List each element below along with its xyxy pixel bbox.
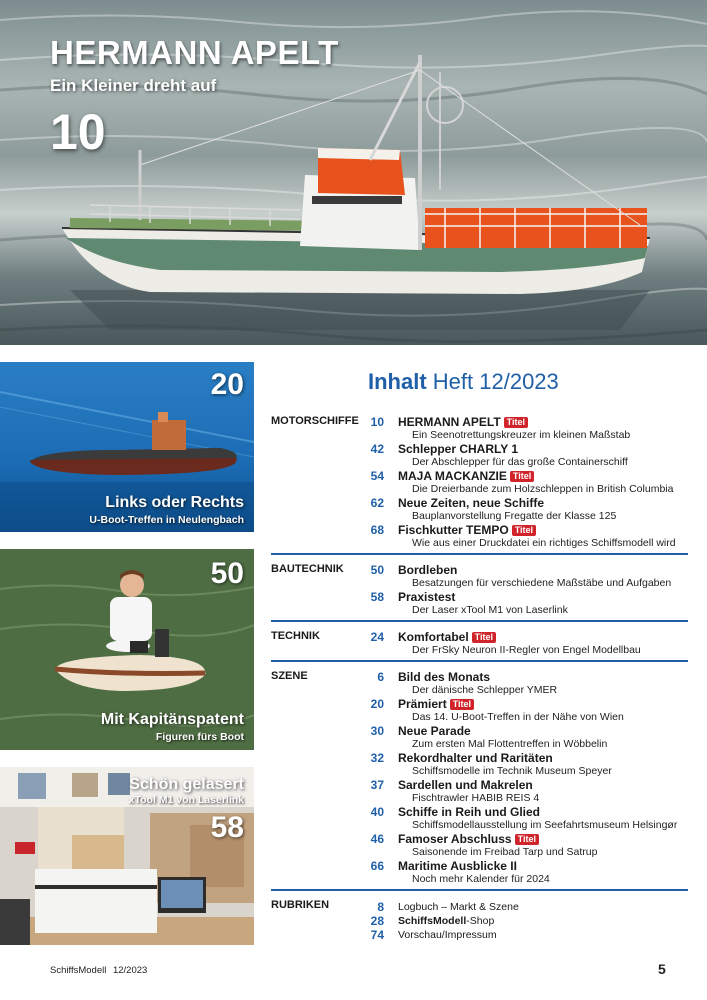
toc-entry[interactable]	[271, 723, 688, 750]
toc-entry[interactable]	[271, 495, 688, 522]
toc-entry[interactable]	[271, 468, 688, 495]
toc-entry-page: 28	[370, 914, 384, 928]
toc-entry[interactable]	[271, 589, 688, 616]
toc-entry-title: Bild des Monats	[398, 670, 491, 684]
toc-entry[interactable]	[271, 669, 688, 696]
toc-entry-title-row	[398, 669, 688, 684]
rubrik-text-plain: Logbuch – Markt & Szene	[398, 901, 519, 913]
toc-entry-title-row	[398, 414, 688, 429]
toc-entry-title: MAJA MACKANZIE	[398, 469, 507, 483]
title-badge: Titel	[450, 699, 474, 710]
teaser-title: Links oder Rechts	[105, 494, 244, 511]
toc-entry-description: Noch mehr Kalender für 2024	[412, 873, 550, 885]
title-badge: Titel	[510, 471, 534, 482]
toc-entry-title: Neue Zeiten, neue Schiffe	[398, 496, 545, 510]
toc-section	[271, 414, 688, 555]
rubrik-entry[interactable]	[271, 914, 688, 928]
toc-entry[interactable]	[271, 441, 688, 468]
toc-entry-description: Der Laser xTool M1 von Laserlink	[412, 604, 568, 616]
toc-entry-description: Schiffsmodellausstellung im Seefahrtsmuseum Helsingør	[412, 819, 678, 831]
teaser-subtitle: U-Boot-Treffen in Neulengbach	[89, 514, 244, 526]
toc-entry-page: 54	[370, 469, 384, 483]
teaser-laser[interactable]	[0, 767, 254, 945]
toc-section	[271, 669, 688, 891]
toc-entry-page: 37	[370, 778, 384, 792]
toc-entry-title-row	[398, 522, 688, 537]
toc-entry-title: HERMANN APELT	[398, 415, 501, 429]
toc-entry[interactable]	[271, 414, 688, 441]
toc-entry-title: Neue Parade	[398, 724, 471, 738]
teaser-subtitle: Figuren fürs Boot	[155, 731, 244, 743]
toc-entry-description: Besatzungen für verschiedene Maßstäbe und Aufgaben	[412, 577, 672, 589]
toc-heading-issue: Heft 12/2023	[432, 369, 559, 394]
rubrik-entry[interactable]	[271, 900, 688, 914]
toc-entry-title-row	[398, 750, 688, 765]
toc-heading-bold: Inhalt	[368, 369, 427, 394]
toc-entry-title: Praxistest	[398, 590, 456, 604]
toc-entry-title-row	[398, 723, 688, 738]
rubrik-text	[398, 900, 688, 914]
toc-entry-description: Der dänische Schlepper YMER	[412, 684, 558, 696]
toc-entry-description: Bauplanvorstellung Fregatte der Klasse 125	[412, 510, 617, 522]
toc-entry-description: Das 14. U-Boot-Treffen in der Nähe von Wien	[412, 711, 624, 723]
toc-entry-description: Ein Seenotrettungskreuzer im kleinen Maßstab	[412, 429, 631, 441]
table-of-contents	[271, 414, 688, 953]
footer-issue: 12/2023	[112, 965, 148, 976]
toc-entry-title: Fischkutter TEMPO	[398, 523, 509, 537]
toc-entry-title-row	[398, 589, 688, 604]
toc-entry-page: 8	[377, 900, 384, 914]
toc-entry-page: 62	[370, 496, 384, 510]
toc-entry-page: 20	[370, 697, 384, 711]
toc-entry-page: 74	[370, 928, 384, 942]
toc-entry-title: Maritime Ausblicke II	[398, 859, 517, 873]
toc-entry[interactable]	[271, 696, 688, 723]
title-badge: Titel	[472, 632, 496, 643]
toc-entry-title: Sardellen und Makrelen	[398, 778, 533, 792]
teaser-page-number: 50	[210, 557, 244, 590]
toc-entry-title-row	[398, 804, 688, 819]
toc-entry-title: Rekordhalter und Raritäten	[398, 751, 553, 765]
toc-entry-description: Zum ersten Mal Flottentreffen in Wöbbelin	[412, 738, 608, 750]
teaser-submarine[interactable]	[0, 362, 254, 532]
toc-section-label: MOTORSCHIFFE	[271, 415, 359, 427]
toc-entry-description: Wie aus einer Druckdatei ein richtiges Schiffsmodell wird	[412, 537, 676, 549]
toc-entry-page: 32	[370, 751, 384, 765]
toc-entry-title-row	[398, 831, 688, 846]
toc-section-label: RUBRIKEN	[271, 899, 330, 911]
teaser-subtitle: xTool M1 von Laserlink	[128, 794, 244, 806]
rubrik-text	[398, 914, 688, 928]
toc-entry-title: Bordleben	[398, 563, 458, 577]
hero-subtitle: Ein Kleiner dreht auf	[50, 76, 217, 95]
toc-entry-title: Prämiert	[398, 697, 447, 711]
title-badge: Titel	[515, 834, 539, 845]
toc-section-rubriken	[271, 898, 688, 946]
toc-entry-page: 50	[370, 563, 384, 577]
footer-magazine-name: SchiffsModell	[50, 965, 107, 976]
toc-entry-title: Schiffe in Reih und Glied	[398, 805, 541, 819]
toc-entry-page: 40	[370, 805, 384, 819]
teaser-page-number: 20	[210, 368, 244, 401]
toc-entry[interactable]	[271, 777, 688, 804]
rubrik-text	[398, 928, 688, 942]
teaser-title: Mit Kapitänspatent	[100, 711, 244, 728]
footer-magazine	[50, 965, 147, 976]
title-badge: Titel	[512, 525, 536, 536]
toc-entry-description: Der FrSky Neuron II-Regler von Engel Modellbau	[412, 644, 641, 656]
toc-section-label: BAUTECHNIK	[271, 563, 344, 575]
toc-entry[interactable]	[271, 522, 688, 549]
toc-entry-page: 46	[370, 832, 384, 846]
hero-page-number: 10	[50, 104, 106, 160]
toc-entry-page: 58	[370, 590, 384, 604]
teaser-page-number: 58	[210, 811, 244, 844]
toc-entry-page: 66	[370, 859, 384, 873]
toc-entry-description: Die Dreierbande zum Holzschleppen in British Columbia	[412, 483, 674, 495]
rubrik-text-bold: SchiffsModell	[398, 915, 467, 927]
teaser-figure-boat[interactable]	[0, 549, 254, 750]
toc-entry-page: 30	[370, 724, 384, 738]
rubrik-entry[interactable]	[271, 928, 688, 942]
teaser-title: Schön gelasert	[129, 776, 244, 793]
toc-entry-description: Schiffsmodelle im Technik Museum Speyer	[412, 765, 612, 777]
hero-title: HERMANN APELT	[50, 34, 339, 71]
title-badge: Titel	[504, 417, 528, 428]
toc-entry-title-row	[398, 858, 688, 873]
toc-section	[271, 562, 688, 622]
toc-heading	[368, 369, 559, 395]
toc-entry[interactable]	[271, 562, 688, 589]
toc-entry-title-row	[398, 468, 688, 483]
toc-entry[interactable]	[271, 750, 688, 777]
toc-entry-title: Schlepper CHARLY 1	[398, 442, 519, 456]
toc-entry[interactable]	[271, 858, 688, 885]
toc-entry-description: Saisonende im Freibad Tarp und Satrup	[412, 846, 598, 858]
toc-section-label: TECHNIK	[271, 630, 320, 642]
rubrik-text-plain: -Shop	[466, 915, 495, 927]
toc-entry-page: 42	[370, 442, 384, 456]
toc-entry-title-row	[398, 495, 688, 510]
toc-entry-title-row	[398, 696, 688, 711]
toc-entry-title-row	[398, 777, 688, 792]
rubrik-text-plain: Vorschau/Impressum	[398, 929, 497, 941]
toc-entry-page: 10	[370, 415, 384, 429]
footer-page-number: 5	[658, 961, 666, 977]
toc-entry-title-row	[398, 562, 688, 577]
toc-entry-description: Fischtrawler HABIB REIS 4	[412, 792, 540, 804]
toc-entry-title: Komfortabel	[398, 630, 469, 644]
toc-entry-page: 6	[377, 670, 384, 684]
toc-entry-page: 24	[370, 630, 384, 644]
toc-entry-title-row	[398, 441, 688, 456]
toc-section-label: SZENE	[271, 670, 308, 682]
toc-entry[interactable]	[271, 831, 688, 858]
toc-section	[271, 629, 688, 662]
toc-entry-title: Famoser Abschluss	[398, 832, 512, 846]
toc-entry-title-row	[398, 629, 688, 644]
hero-image	[0, 0, 707, 345]
toc-entry[interactable]	[271, 629, 688, 656]
toc-entry-page: 68	[370, 523, 384, 537]
toc-entry[interactable]	[271, 804, 688, 831]
toc-entry-description: Der Abschlepper für das große Containerschiff	[412, 456, 628, 468]
